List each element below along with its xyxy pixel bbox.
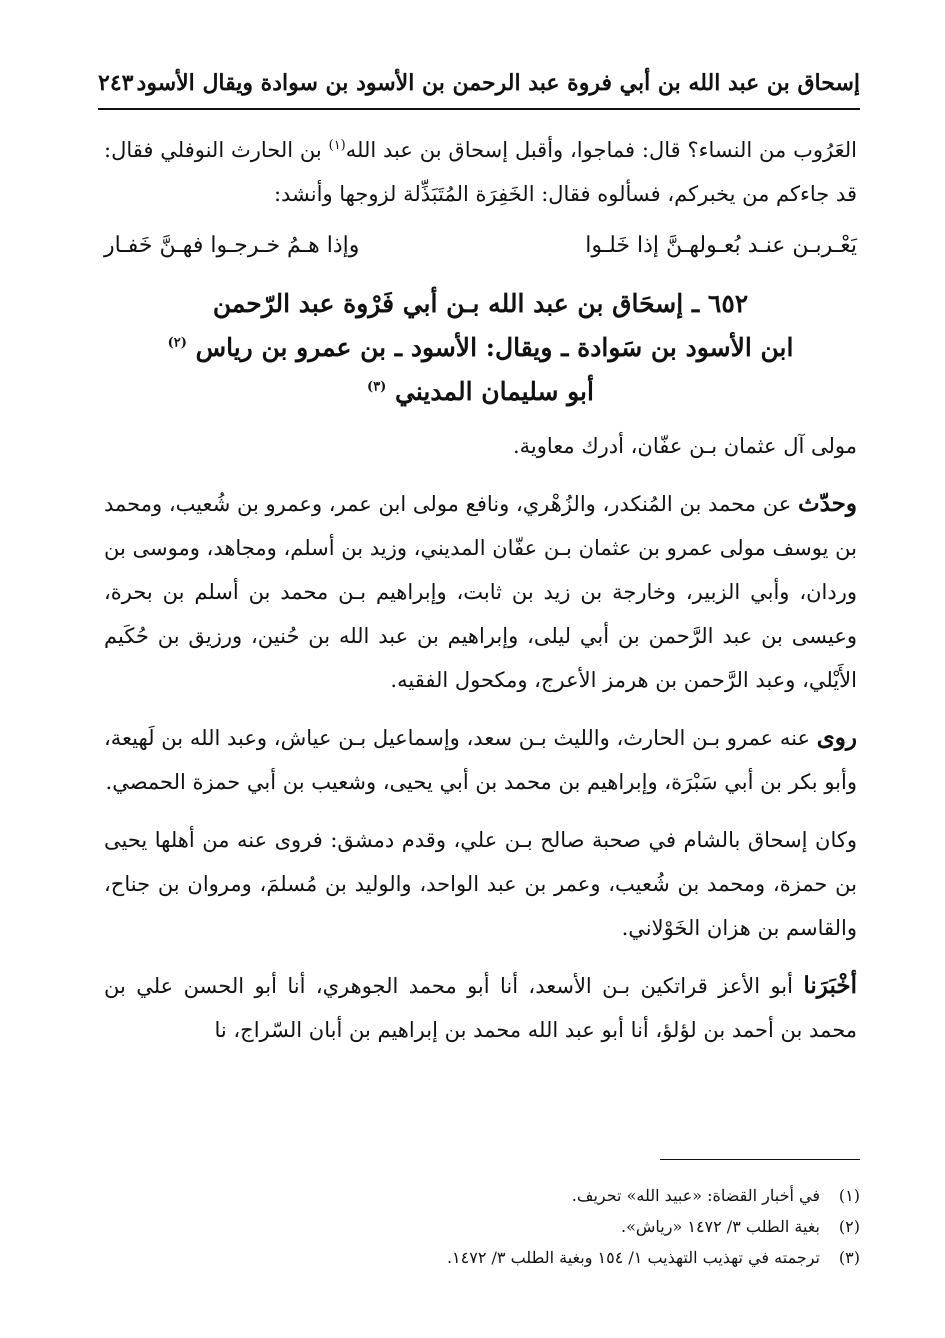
footnote-ref-2: (٢) — [167, 335, 187, 351]
paragraph-4: وكان إسحاق بالشام في صحبة صالح بـن علي، وقدم دمشق: فروى عنه من أهلها يحيى بن حمزة، ومحمد بن شُعيب، وعمر بن عبد الواحد، والوليد بن مُسلمَ، ومروان بن جناح، والقاسم بن هزان الخَوْلاني. — [104, 828, 857, 940]
intro-line-2: فقال: قد جاءكم من يخبركم، فسألوه فقال: الخَفِرَة المُتَبَذِّلة لزوجها وأنشد: — [104, 138, 857, 206]
paragraph-1: مولى آل عثمان بـن عفّان، أدرك معاوية. — [512, 434, 857, 458]
paragraph-2-lead: وحدّث — [797, 490, 857, 517]
paragraph-3-lead: روى — [816, 724, 857, 751]
header-divider — [98, 108, 860, 110]
entry-heading-line-2: ابن الأسود بن سَوادة ـ ويقال: الأسود ـ بن عمرو بن رياس $^{(٢)}$ — [167, 333, 794, 362]
footnote-3: (٣)ترجمته في تهذيب التهذيب ١/ ١٥٤ وبغية الطلب ٣/ ١٤٧٢. — [446, 1248, 860, 1267]
footnote-ref-3: (٣) — [367, 379, 387, 395]
paragraph-2: وحدّث عن محمد بن المُنكدر، والزُهْري، ونافع مولى ابن عمر، وعمرو بن شُعيب، ومحمد بن يوسف مولى عمرو بن عثمان بـن عفّان المديني، وزيد بن أسلم، ومجاهد، وموسى بن وردان، وأبي الزبير، وخارجة بن زيد بن ثابت، وإبراهيم بـن محمد بن أسلم بن بحرة، وعيسى بن عبد الرَّحمن بن أبي ليلى، وإبراهيم بن عبد الله بن حُنين، ورزيق بن حُكَيم الأَيْلي، وعبد الرَّحمن بن هرمز الأعرج، ومكحول الفقيه. — [104, 490, 857, 692]
entry-heading — [104, 282, 857, 414]
footnote-ref-1: (١) — [328, 138, 346, 153]
entry-heading-line-3: أبو سليمان المديني $^{(٣)}$ — [367, 377, 594, 406]
paragraph-5-lead: أخْبَرَنا — [803, 972, 857, 999]
page-number: ٢٤٣ — [98, 70, 134, 96]
entry-heading-line-1: ٦٥٢ ـ إسحَاق بن عبد الله بـن أبي فَرْوة عبد الرّحمن — [212, 289, 749, 318]
intro-paragraph — [104, 128, 857, 216]
paragraph-3: روى عنه عمرو بـن الحارث، والليث بـن سعد، وإسماعيل بـن عياش، وعبد الله بن لَهيعة، وأبو بكر بن أبي سَبْرَة، وإبراهيم بن محمد بن أبي يحيى، وشعيب بن أبي حمزة الحمصي. — [104, 724, 857, 794]
poetry-verse — [104, 216, 857, 268]
footnote-1: (١)في أخبار القضاة: «عبيد الله» تحريف. — [571, 1186, 860, 1205]
intro-line-1-end: بن الحارث النوفلي — [160, 138, 329, 162]
verse-hemistich-1: يَعْـربـن عنـد بُعـولهـنَّ إذا خَلـوا — [585, 233, 857, 258]
running-header — [98, 62, 860, 104]
header-title: إسحاق بن عبد الله بن أبي فروة عبد الرحمن بن الأسود بن سوادة ويقال الأسود — [136, 70, 860, 96]
intro-line-1: العَرُوب من النساء؟ قال: فماجوا، وأقبل إسحاق بن عبد الله — [345, 138, 857, 162]
footnotes — [104, 1180, 860, 1273]
main-text — [104, 128, 857, 1052]
verse-hemistich-2: وإذا هـمُ خـرجـوا فهـنَّ خَفـار — [104, 233, 360, 258]
footnote-divider — [660, 1159, 860, 1160]
footnote-2: (٢)بغية الطلب ٣/ ١٤٧٢ «رياش». — [621, 1217, 860, 1236]
paragraph-5: أخْبَرَنا أبو الأعز قراتكين بـن الأسعد، أنا أبو محمد الجوهري، أنا أبو الحسن علي بن محمد بن أحمد بن لؤلؤ، أنا أبو عبد الله محمد بن إبراهيم بن أبان السّراج، نا — [104, 972, 857, 1042]
